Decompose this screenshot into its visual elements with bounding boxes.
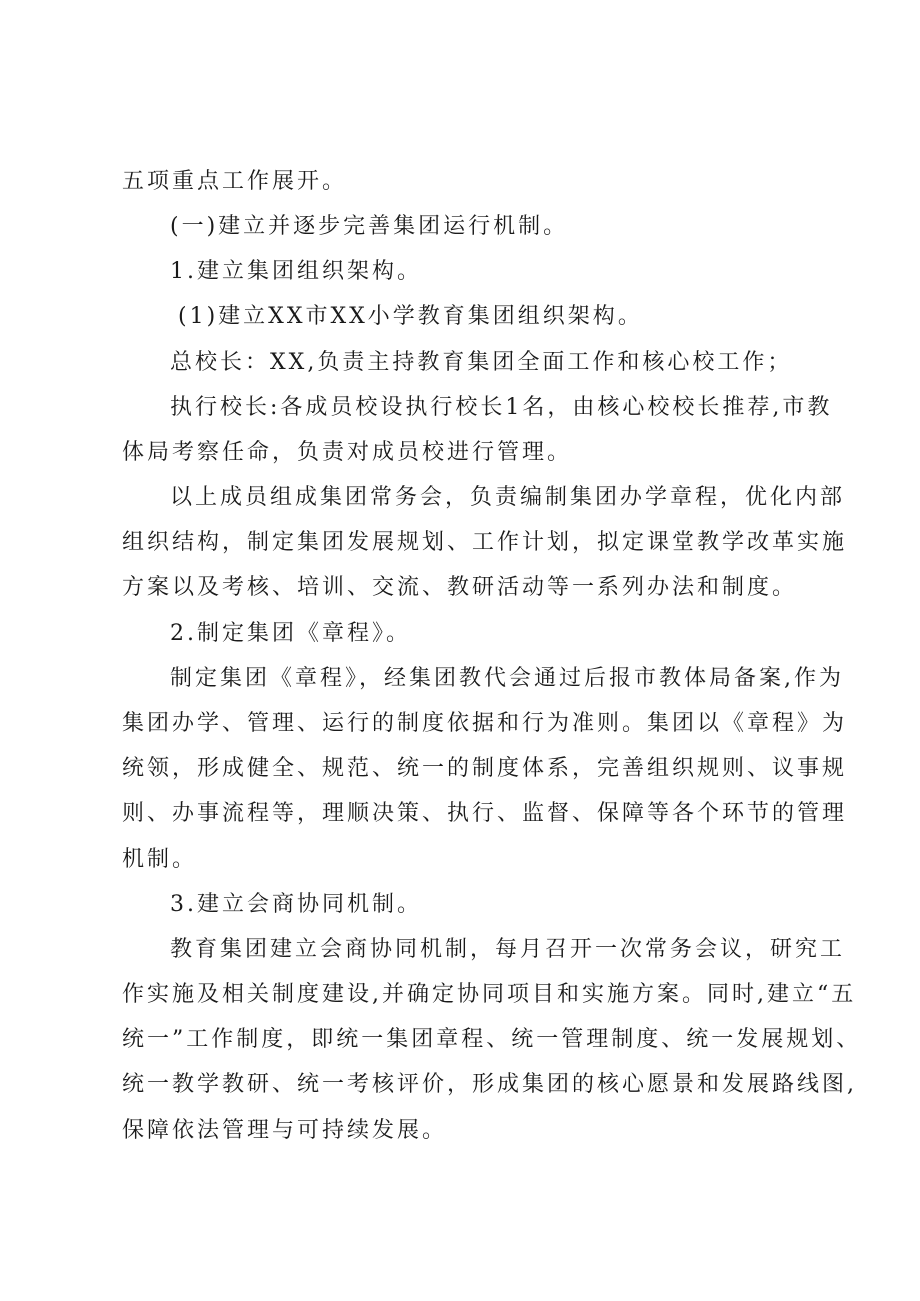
section-heading: (一)建立并逐步完善集团运行机制。: [170, 214, 569, 239]
text-line: 集团办学、管理、运行的制度依据和行为准则。集团以《章程》为: [122, 711, 848, 736]
item-heading: (1)建立XX市XX小学教育集团组织架构。: [178, 304, 643, 329]
text-line: 统一”工作制度，即统一集团章程、统一管理制度、统一发展规划、: [122, 1027, 862, 1052]
text-line: 以上成员组成集团常务会，负责编制集团办学章程，优化内部: [170, 485, 846, 510]
text-line: 执行校长:各成员校设执行校长1名，由核心校校长推荐,市教: [170, 395, 833, 420]
subsection-heading: 1.建立集团组织架构。: [170, 259, 422, 284]
text-line: 统领，形成健全、规范、统一的制度体系，完善组织规则、议事规: [122, 756, 848, 781]
text-line: 总校长：XX,负责主持教育集团全面工作和核心校工作；: [170, 350, 793, 375]
subsection-heading: 3.建立会商协同机制。: [170, 892, 422, 917]
text-line: 统一教学教研、统一考核评价，形成集团的核心愿景和发展路线图,: [122, 1072, 857, 1097]
text-line: 制定集团《章程》，经集团教代会通过后报市教体局备案,作为: [170, 666, 844, 691]
text-line: 则、办事流程等，理顺决策、执行、监督、保障等各个环节的管理: [122, 801, 848, 826]
text-line: 教育集团建立会商协同机制，每月召开一次常务会议，研究工: [170, 937, 846, 962]
text-line: 五项重点工作展开。: [122, 169, 348, 194]
text-line: 保障依法管理与可持续发展。: [122, 1118, 448, 1143]
text-line: 组织结构，制定集团发展规划、工作计划，拟定课堂教学改革实施: [122, 530, 848, 555]
subsection-heading: 2.制定集团《章程》。: [170, 621, 411, 646]
text-line: 作实施及相关制度建设,并确定协同项目和实施方案。同时,建立“五: [122, 982, 857, 1007]
text-line: 方案以及考核、培训、交流、教研活动等一系列办法和制度。: [122, 575, 798, 600]
text-line: 机制。: [122, 847, 198, 872]
text-line: 体局考察任命，负责对成员校进行管理。: [122, 440, 573, 465]
